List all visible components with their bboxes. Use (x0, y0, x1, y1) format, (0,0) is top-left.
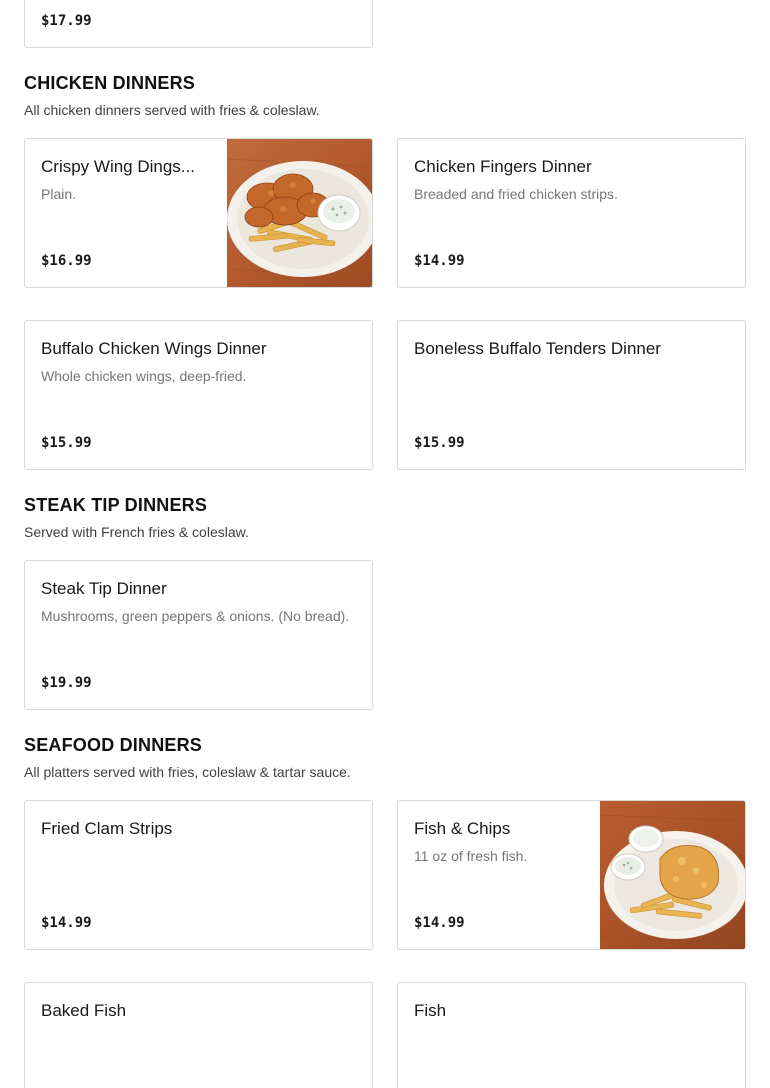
menu-item-fish-and-chips[interactable] (397, 800, 746, 950)
item-price: $15.99 (414, 435, 465, 451)
item-name: Crispy Wing Dings... (41, 157, 195, 176)
section-title-steak-tip-dinners: STEAK TIP DINNERS (24, 495, 208, 515)
item-price: $14.99 (414, 915, 465, 931)
item-description: Breaded and fried chicken strips. (414, 186, 618, 202)
wing-dings-platter-photo (227, 139, 372, 287)
item-description: 11 oz of fresh fish. (414, 848, 528, 864)
menu-item-fish[interactable] (397, 982, 746, 1088)
section-subtitle-steak-tip-dinners: Served with French fries & coleslaw. (24, 524, 249, 540)
item-description: Mushrooms, green peppers & onions. (No bread). (41, 608, 350, 624)
menu-item-baked-fish[interactable] (24, 982, 373, 1088)
item-price: $15.99 (41, 435, 92, 451)
item-name: Fish (414, 1001, 447, 1020)
menu-item-steak-tip-dinner[interactable] (24, 560, 373, 710)
item-description: Plain. (41, 186, 77, 202)
item-description: Whole chicken wings, deep-fried. (41, 368, 247, 384)
item-price: $16.99 (41, 253, 92, 269)
menu-item-boneless-buffalo-tenders-dinner[interactable] (397, 320, 746, 470)
menu-item-chicken-fingers-dinner[interactable] (397, 138, 746, 288)
item-price: $14.99 (41, 915, 92, 931)
fish-and-chips-platter-photo (600, 801, 745, 949)
menu-item-crispy-wing-dings[interactable] (24, 138, 373, 288)
item-price: $17.99 (41, 13, 92, 29)
section-title-seafood-dinners: SEAFOOD DINNERS (24, 735, 203, 755)
item-name: Fish & Chips (414, 819, 511, 838)
item-name: Baked Fish (41, 1001, 127, 1020)
menu-item-card[interactable] (24, 0, 373, 48)
item-name: Steak Tip Dinner (41, 579, 167, 598)
item-name: Chicken Fingers Dinner (414, 157, 592, 176)
item-name: Fried Clam Strips (41, 819, 173, 838)
item-name: Buffalo Chicken Wings Dinner (41, 339, 267, 358)
item-price: $14.99 (414, 253, 465, 269)
menu-item-buffalo-chicken-wings-dinner[interactable] (24, 320, 373, 470)
section-subtitle-seafood-dinners: All platters served with fries, coleslaw & tartar sauce. (24, 764, 351, 780)
section-title-chicken-dinners: CHICKEN DINNERS (24, 73, 196, 93)
section-subtitle-chicken-dinners: All chicken dinners served with fries & coleslaw. (24, 102, 320, 118)
item-price: $19.99 (41, 675, 92, 691)
menu-item-fried-clam-strips[interactable] (24, 800, 373, 950)
item-name: Boneless Buffalo Tenders Dinner (414, 339, 661, 358)
